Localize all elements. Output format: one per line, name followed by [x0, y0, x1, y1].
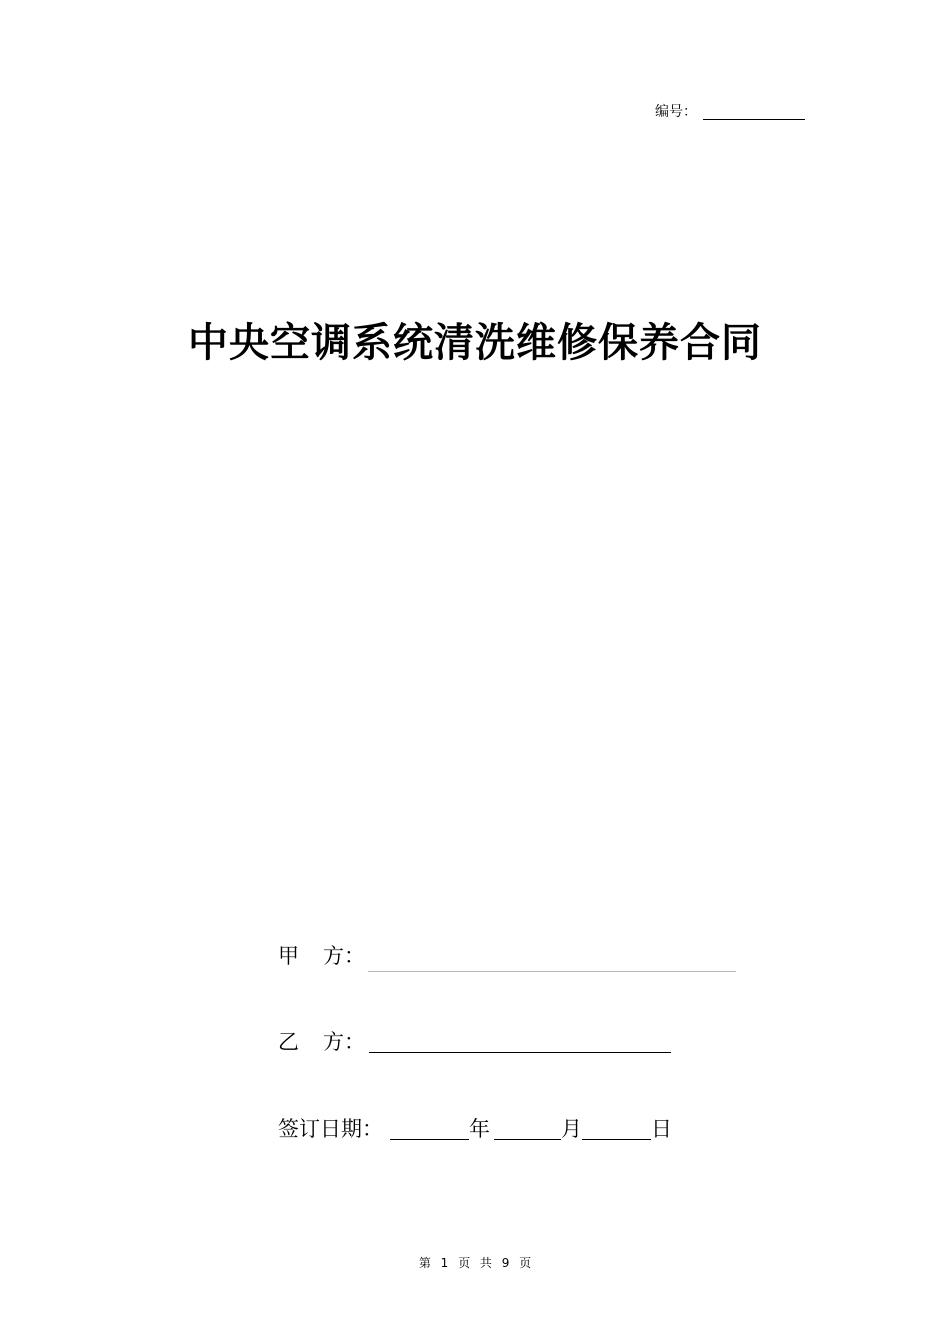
party-a-label-char: 甲: [278, 944, 299, 968]
party-a-label-suffix: 方：: [323, 944, 365, 968]
sign-date-label: 签订日期：: [278, 1117, 383, 1141]
month-label: 月: [561, 1117, 582, 1141]
party-b-field: [278, 1027, 365, 1057]
day-blank: [582, 1139, 651, 1140]
year-label: 年: [469, 1117, 490, 1141]
party-a-blank: [368, 971, 736, 972]
party-a-field: [278, 941, 365, 971]
party-b-label-char: 乙: [278, 1030, 299, 1054]
party-b-blank: [369, 1052, 671, 1053]
month-blank: [494, 1139, 561, 1140]
party-b-label-suffix: 方：: [323, 1030, 365, 1054]
sign-date-field: [278, 1114, 383, 1144]
contract-title: 中央空调系统清洗维修保养合同: [188, 319, 762, 366]
day-label: 日: [651, 1117, 672, 1141]
year-blank: [390, 1139, 469, 1140]
serial-number-blank: [703, 119, 805, 120]
page-indicator: 第 1 页 共 9 页: [418, 1256, 532, 1270]
serial-number-label: 编号：: [655, 104, 697, 120]
